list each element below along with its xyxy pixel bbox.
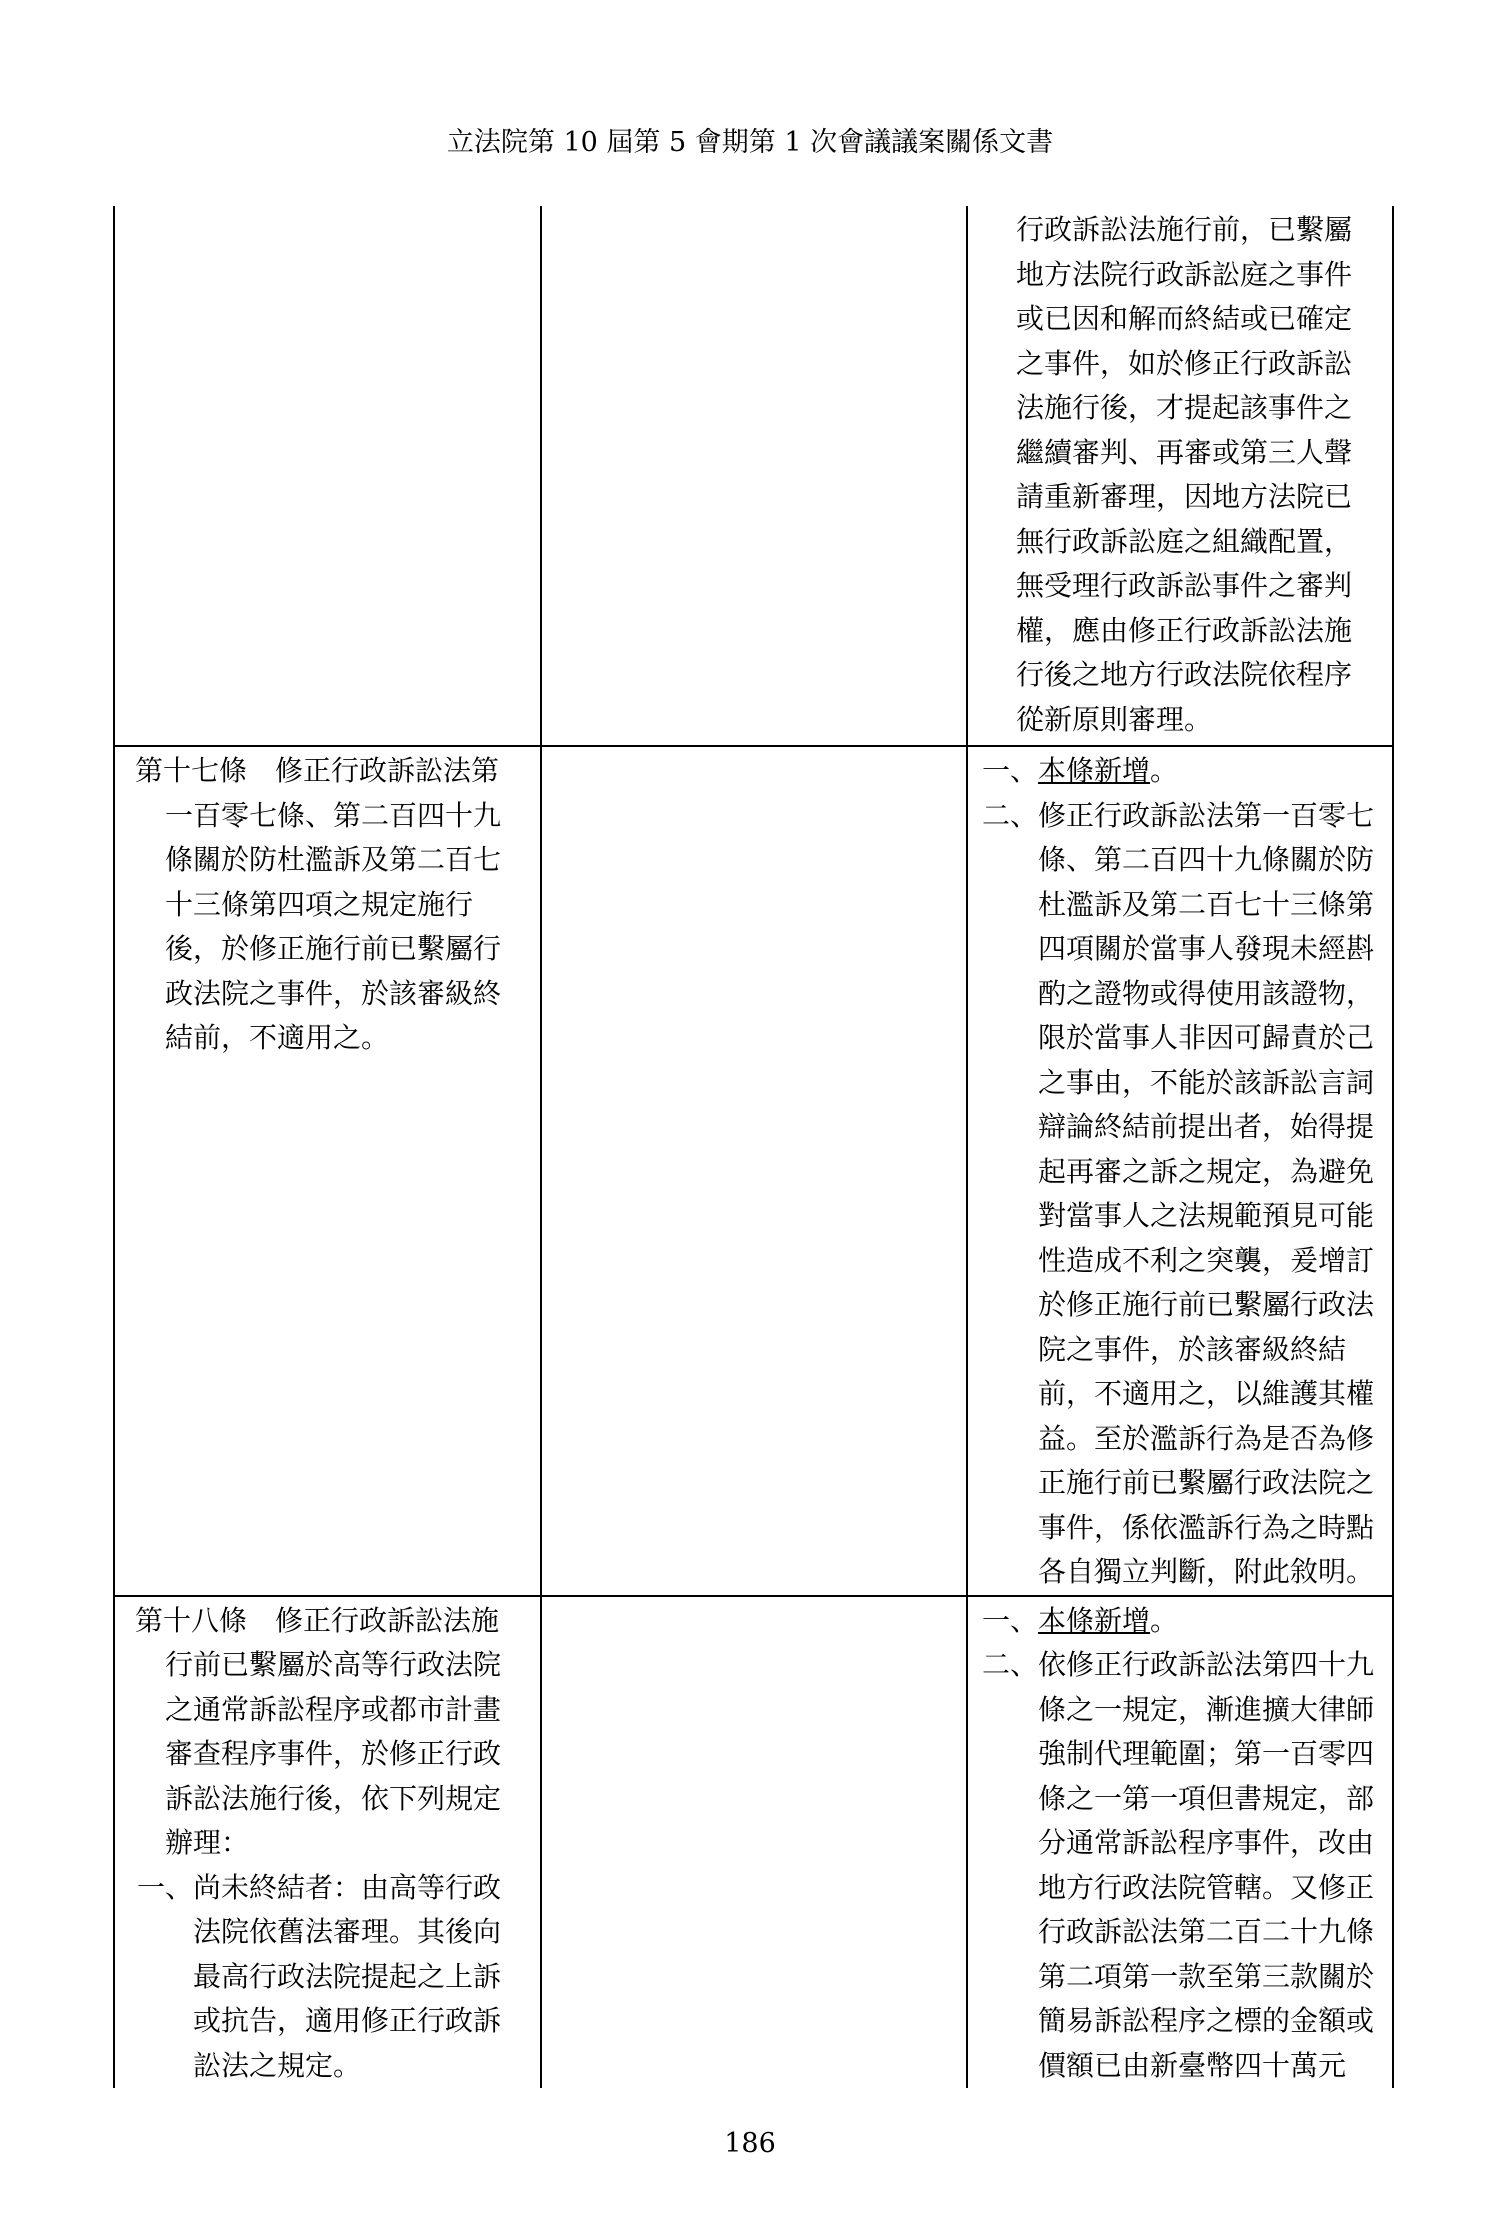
article-18-item-1: 一、尚未終結者：由高等行政法院依舊法審理。其後向最高行政法院提起之上訴或抗告，適用修正行政訴訟法之規定。 [137,1870,502,2082]
explanation-cell [967,206,1393,746]
explanation-cell [967,1596,1393,2089]
explanation-item-1: 一、本條新增。 [982,754,1179,787]
explanation-item-2: 二、依修正行政訴訟法第四十九條之一規定，漸進擴大律師強制代理範圍；第一百零四條之一第一項但書規定，部分通常訴訟程序事件，改由地方行政法院管轄。又修正行政訴訟法第二百二十九條第二項第一款至第三款關於簡易訴訟程序之標的金額或價額已由新臺幣四十萬元 [982,1648,1375,2082]
provision-cell [114,206,541,746]
provision-cell [114,746,541,1596]
article-17-text: 第十七條 修正行政訴訟法第一百零七條、第二百四十九條關於防杜濫訴及第二百七十三條第四項之規定施行後，於修正施行前已繫屬行政法院之事件，於該審級終結前，不適用之。 [135,754,502,1054]
current-provision-cell [541,746,967,1596]
page-number: 186 [724,2128,776,2159]
explanation-item-1: 一、本條新增。 [982,1603,1179,1637]
explanation-item-2: 二、修正行政訴訟法第一百零七條、第二百四十九條關於防杜濫訴及第二百七十三條第四項關於當事人發現未經斟酌之證物或得使用該證物，限於當事人非因可歸責於己之事由，不能於該訴訟言詞辯論終結前提出者，始得提起再審之訴之規定，為避免對當事人之法規範預見可能性造成不利之突襲，爰增訂於修正施行前已繫屬行政法院之事件，於該審級終結前，不適用之，以維護其權益。至於濫訴行為是否為修正施行前已繫屬行政法院之事件，係依濫訴行為之時點各自獨立判斷，附此敘明。 [982,798,1375,1588]
page-header: 立法院第 10 屆第 5 會期第 1 次會議議案關係文書 [446,127,1054,158]
explanation-continuation: 行政訴訟法施行前，已繫屬地方法院行政訴訟庭之事件或已因和解而終結或已確定之事件，如於修正行政訴訟法施行後，才提起該事件之繼續審判、再審或第三人聲請重新審理，因地方法院已無行政訴訟庭之組織配置，無受理行政訴訟事件之審判權，應由修正行政訴訟法施行後之地方行政法院依程序從新原則審理。 [1016,213,1353,736]
article-18-text: 第十八條 修正行政訴訟法施行前已繫屬於高等行政法院之通常訴訟程序或都市計畫審查程序事件，於修正行政訴訟法施行後，依下列規定辦理： [135,1603,502,1859]
table-row [114,746,1393,1596]
explanation-cell [967,746,1393,1596]
comparison-table [113,206,1394,2088]
current-provision-cell [541,1596,967,2089]
table-row [114,206,1393,746]
provision-cell [114,1596,541,2089]
table-row [114,1596,1393,2089]
current-provision-cell [541,206,967,746]
